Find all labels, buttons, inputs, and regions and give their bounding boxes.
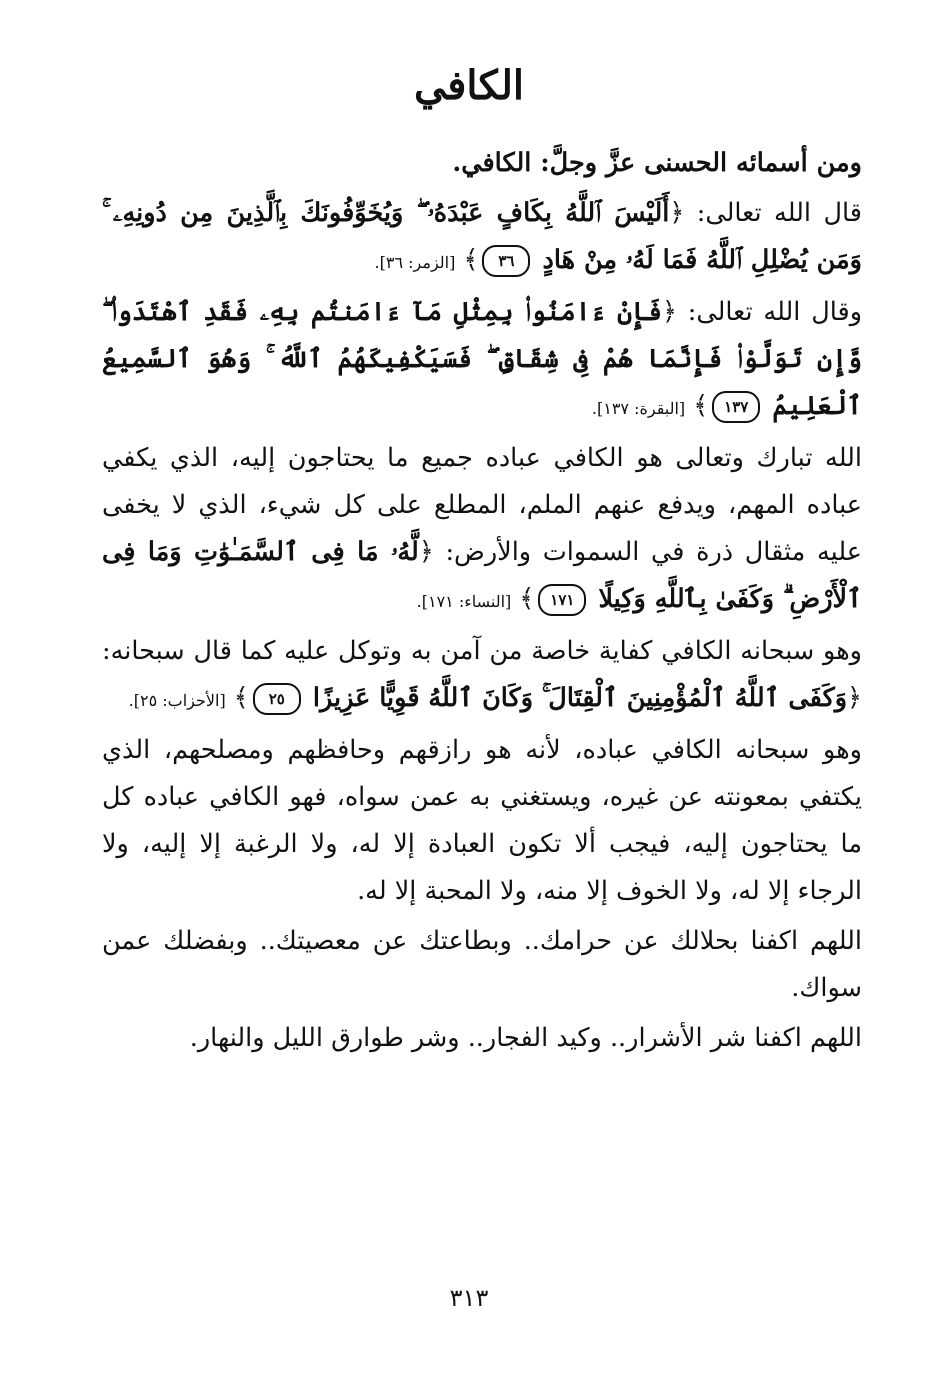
ornate-bracket-close: ﴾: [233, 683, 249, 713]
verse-number-badge: ١٣٧: [712, 391, 760, 423]
quote-lead: وقال الله تعالى:: [687, 297, 863, 327]
ornate-bracket-open: ﴿: [418, 537, 434, 567]
quran-verse: أَلَيْسَ ٱللَّهُ بِكَافٍ عَبْدَهُۥ ۖ وَيُخَوِّفُونَكَ بِٱلَّذِينَ مِن دُونِهِۦ ۚ وَمَن يُضْلِلِ ٱللَّهُ فَمَا لَهُۥ مِنْ هَادٍ: [102, 198, 862, 275]
page-title: الكافي: [413, 62, 525, 109]
paragraph-text: وهو سبحانه الكافي كفاية خاصة من آمن به وتوكل عليه كما قال سبحانه:: [102, 636, 862, 666]
verse-reference: [الأحزاب: ٢٥].: [128, 691, 226, 710]
quote-paragraph-baqarah: [102, 289, 862, 432]
verse-number-badge: ٢٥: [253, 683, 301, 715]
supplication-1: اللهم اكفنا بحلالك عن حرامك.. وبطاعتك عن معصيتك.. وبفضلك عمن سواك.: [102, 926, 862, 1003]
ornate-bracket-open: ﴿: [847, 683, 862, 713]
ornate-bracket-close: ﴾: [463, 245, 479, 275]
ornate-bracket-open: ﴿: [669, 198, 685, 228]
quote-paragraph-zumar: [102, 190, 862, 286]
paragraph-special-sufficiency: [102, 628, 862, 724]
verse-number-badge: ١٧١: [538, 584, 586, 616]
page-body: [102, 140, 862, 1065]
verse-number-badge: ٣٦: [482, 245, 530, 277]
paragraph-kafi-meaning: [102, 435, 862, 625]
paragraph-text: الله تبارك وتعالى هو الكافي عباده جميع ما يحتاجون إليه، الذي يكفي عباده المهم، ويدفع عنهم الملم، المطلع على كل شيء، الذي لا يخفى عليه مثقال ذرة في السموات والأرض:: [102, 443, 862, 567]
quran-verse: لَّهُۥ مَا فِى ٱلسَّمَـٰوَٰتِ وَمَا فِى ٱلْأَرْضِ ۗ وَكَفَىٰ بِٱللَّهِ وَكِيلًا: [102, 537, 862, 614]
supplication-2: اللهم اكفنا شر الأشرار.. وكيد الفجار.. وشر طوارق الليل والنهار.: [189, 1023, 862, 1053]
verse-reference: [البقرة: ١٣٧].: [591, 399, 686, 418]
quran-verse: وَكَفَى ٱللَّهُ ٱلْمُؤْمِنِينَ ٱلْقِتَالَ ۚ وَكَانَ ٱللَّهُ قَوِيًّا عَزِيزًا: [312, 683, 848, 713]
ornate-bracket-close: ﴾: [693, 391, 709, 421]
page-number: ٣١٣: [449, 1284, 489, 1312]
quran-verse: فَإِنْ ءَامَنُوا۟ بِمِثْلِ مَآ ءَامَنتُم بِهِۦ فَقَدِ ٱهْتَدَوا۟ ۖ وَّإِن تَوَلَّوْا۟ فَإِنَّمَا هُمْ فِى شِقَاقٍ ۖ فَسَيَكْفِيكَهُمُ ٱللَّهُ ۚ وَهُوَ ٱلسَّمِيعُ ٱلْعَلِيمُ: [102, 297, 862, 421]
verse-reference: [الزمر: ٣٦].: [374, 253, 456, 272]
ornate-bracket-open: ﴿: [661, 297, 677, 327]
ornate-bracket-close: ﴾: [519, 584, 535, 614]
quote-lead: قال الله تعالى:: [696, 198, 862, 228]
verse-reference: [النساء: ١٧١].: [416, 592, 512, 611]
paragraph-worship: وهو سبحانه الكافي عباده، لأنه هو رازقهم وحافظهم ومصلحهم، الذي يكتفي بمعونته عن غيره، ويستغني به عمن سواه، فهو الكافي عباده كل ما يحتاجون إليه، فيجب ألا تكون العبادة إلا له، ولا الرغبة إلا إليه، ولا الرجاء إلا له، ولا الخوف إلا منه، ولا المحبة إلا له.: [102, 735, 862, 906]
intro-line: ومن أسمائه الحسنى عزَّ وجلَّ: الكافي.: [452, 148, 862, 178]
